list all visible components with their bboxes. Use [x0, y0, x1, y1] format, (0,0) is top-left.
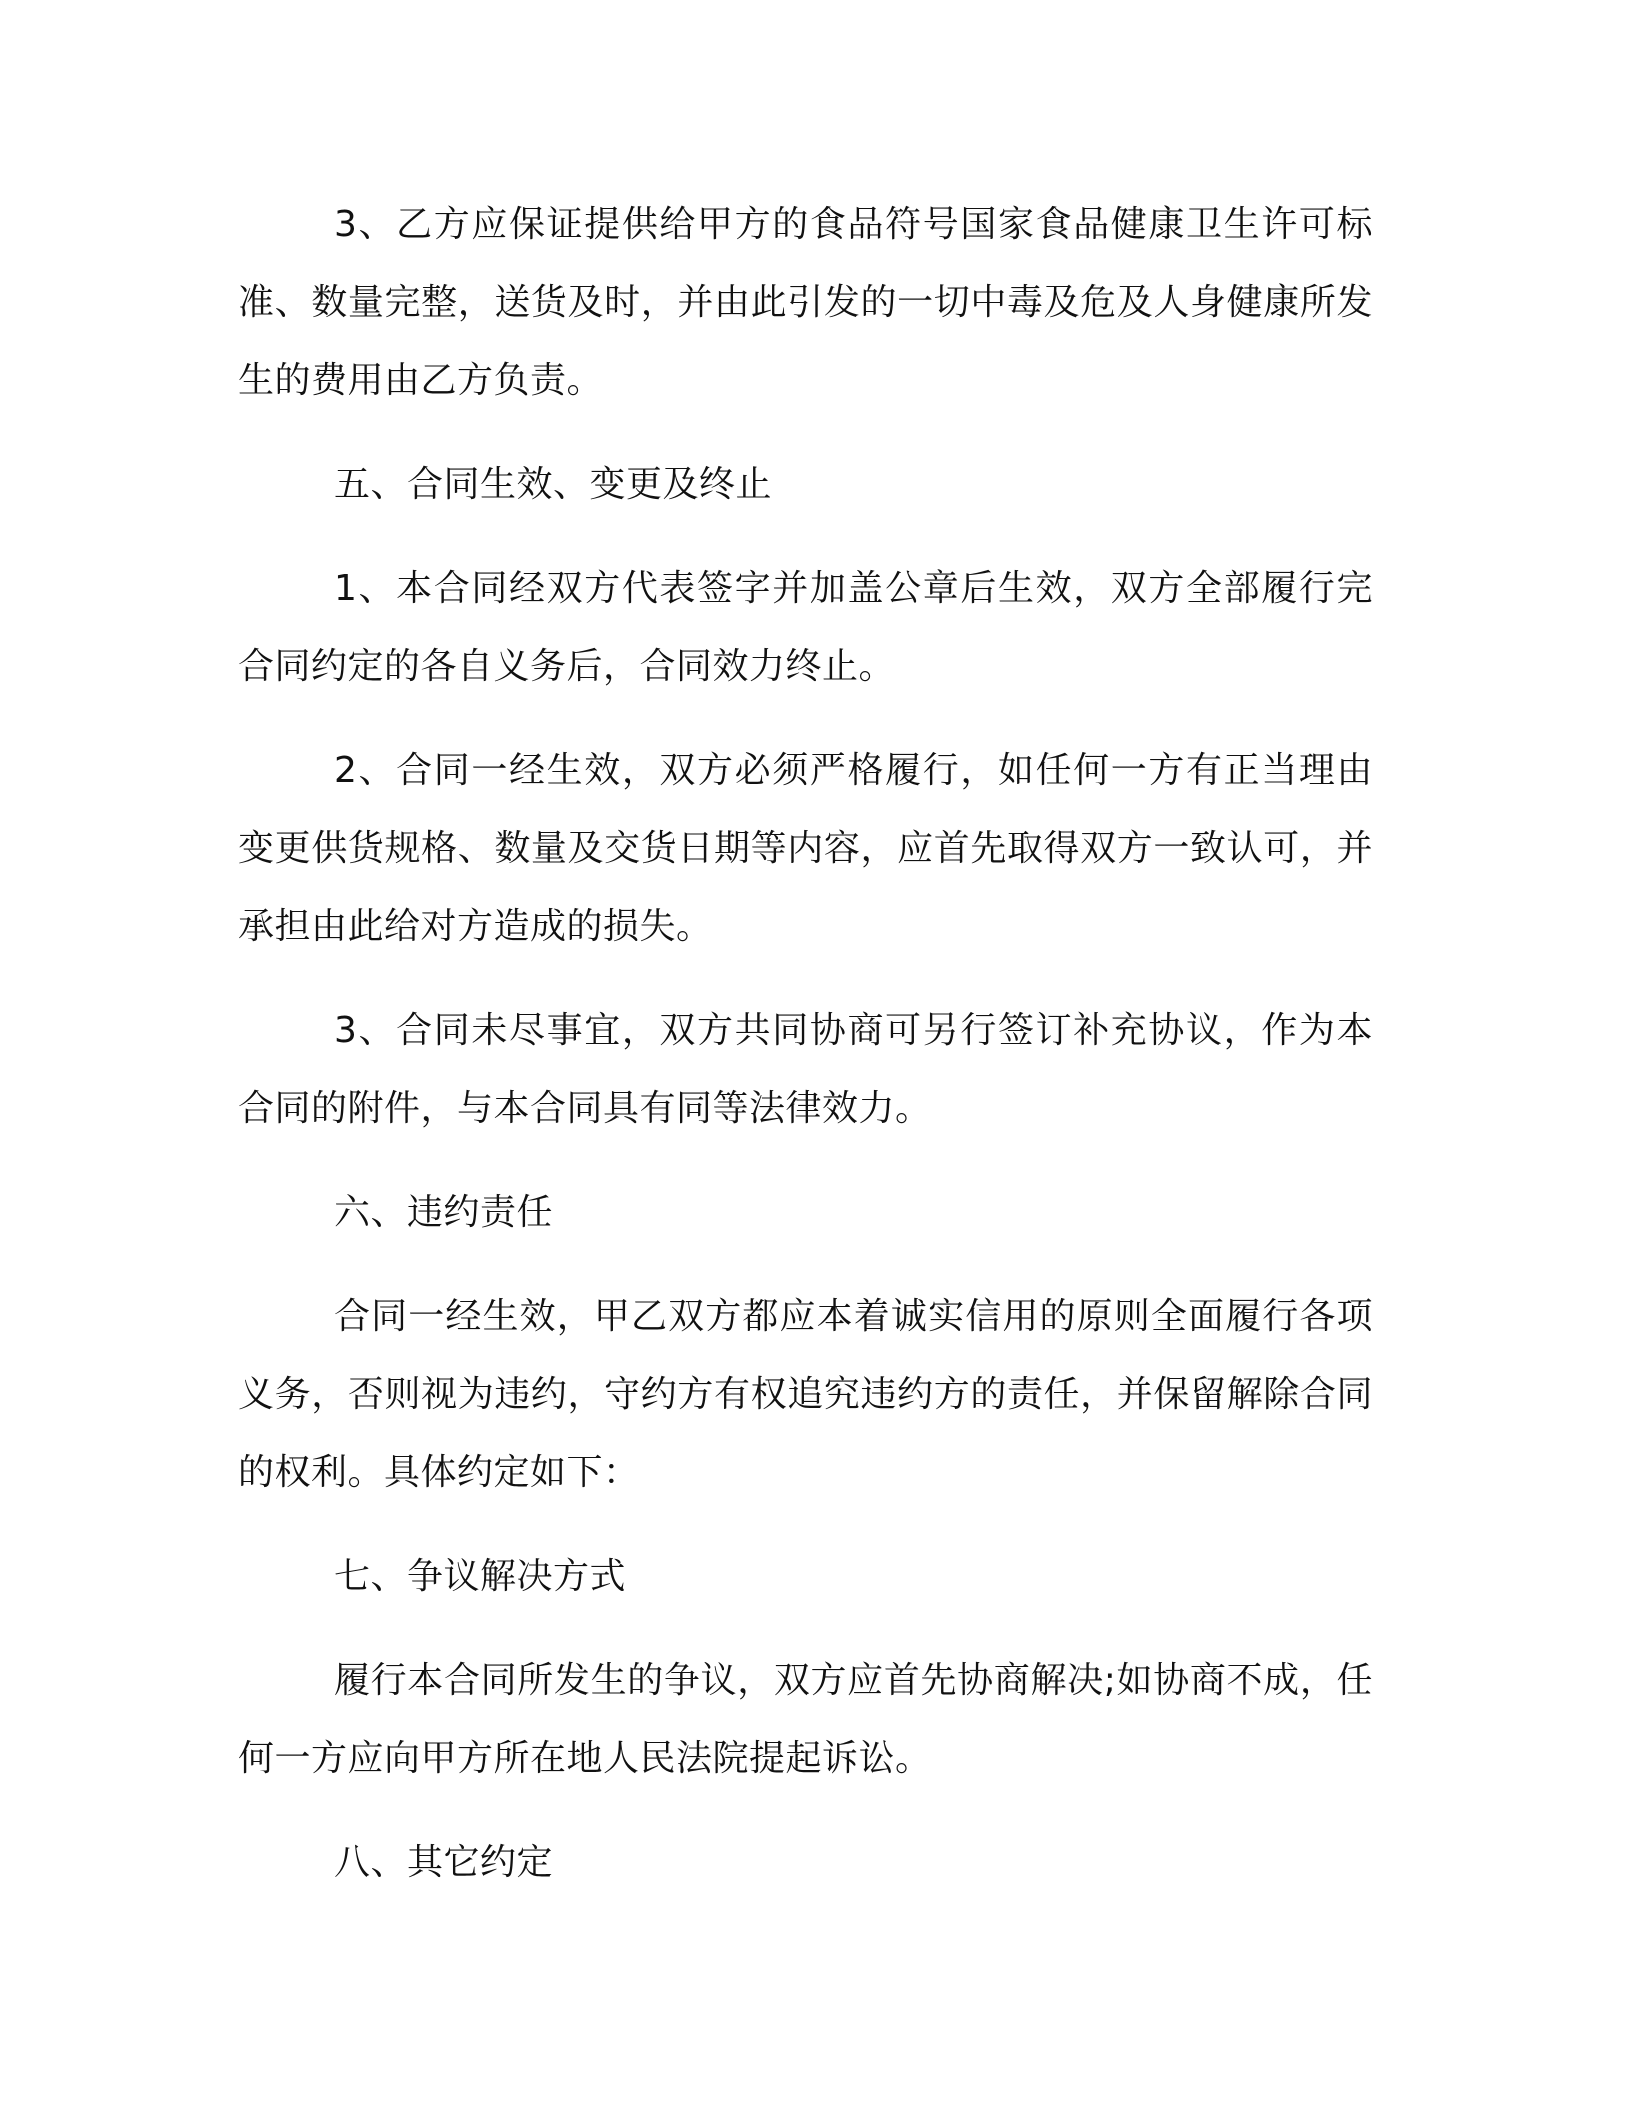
paragraph-gap — [238, 1252, 1373, 1278]
paragraph-gap — [238, 966, 1373, 992]
clause-5-3: 3、合同未尽事宜，双方共同协商可另行签订补充协议，作为本合同的附件，与本合同具有同等法律效力。 — [238, 1010, 1373, 1129]
paragraph-gap — [238, 1148, 1373, 1174]
paragraph-gap — [238, 1798, 1373, 1824]
paragraph-gap — [238, 1512, 1373, 1538]
section-heading-6: 六、违约责任 — [334, 1192, 554, 1233]
paragraph-gap — [238, 1616, 1373, 1642]
clause-7-body: 履行本合同所发生的争议，双方应首先协商解决;如协商不成，任何一方应向甲方所在地人民法院提起诉讼。 — [238, 1660, 1373, 1779]
section-heading-5: 五、合同生效、变更及终止 — [334, 464, 773, 505]
clause-4-3: 3、乙方应保证提供给甲方的食品符号国家食品健康卫生许可标准、数量完整，送货及时，并由此引发的一切中毒及危及人身健康所发生的费用由乙方负责。 — [238, 204, 1373, 401]
paragraph-gap — [238, 524, 1373, 550]
clause-6-body: 合同一经生效，甲乙双方都应本着诚实信用的原则全面履行各项义务，否则视为违约，守约方有权追究违约方的责任，并保留解除合同的权利。具体约定如下： — [238, 1296, 1373, 1493]
clause-5-1: 1、本合同经双方代表签字并加盖公章后生效，双方全部履行完合同约定的各自义务后，合同效力终止。 — [238, 568, 1373, 687]
section-heading-8: 八、其它约定 — [334, 1842, 554, 1883]
clause-5-2: 2、合同一经生效，双方必须严格履行，如任何一方有正当理由变更供货规格、数量及交货日期等内容，应首先取得双方一致认可，并承担由此给对方造成的损失。 — [238, 750, 1373, 947]
paragraph-gap — [238, 706, 1373, 732]
paragraph-gap — [238, 420, 1373, 446]
section-heading-7: 七、争议解决方式 — [334, 1556, 627, 1597]
document-body — [238, 186, 1373, 1902]
